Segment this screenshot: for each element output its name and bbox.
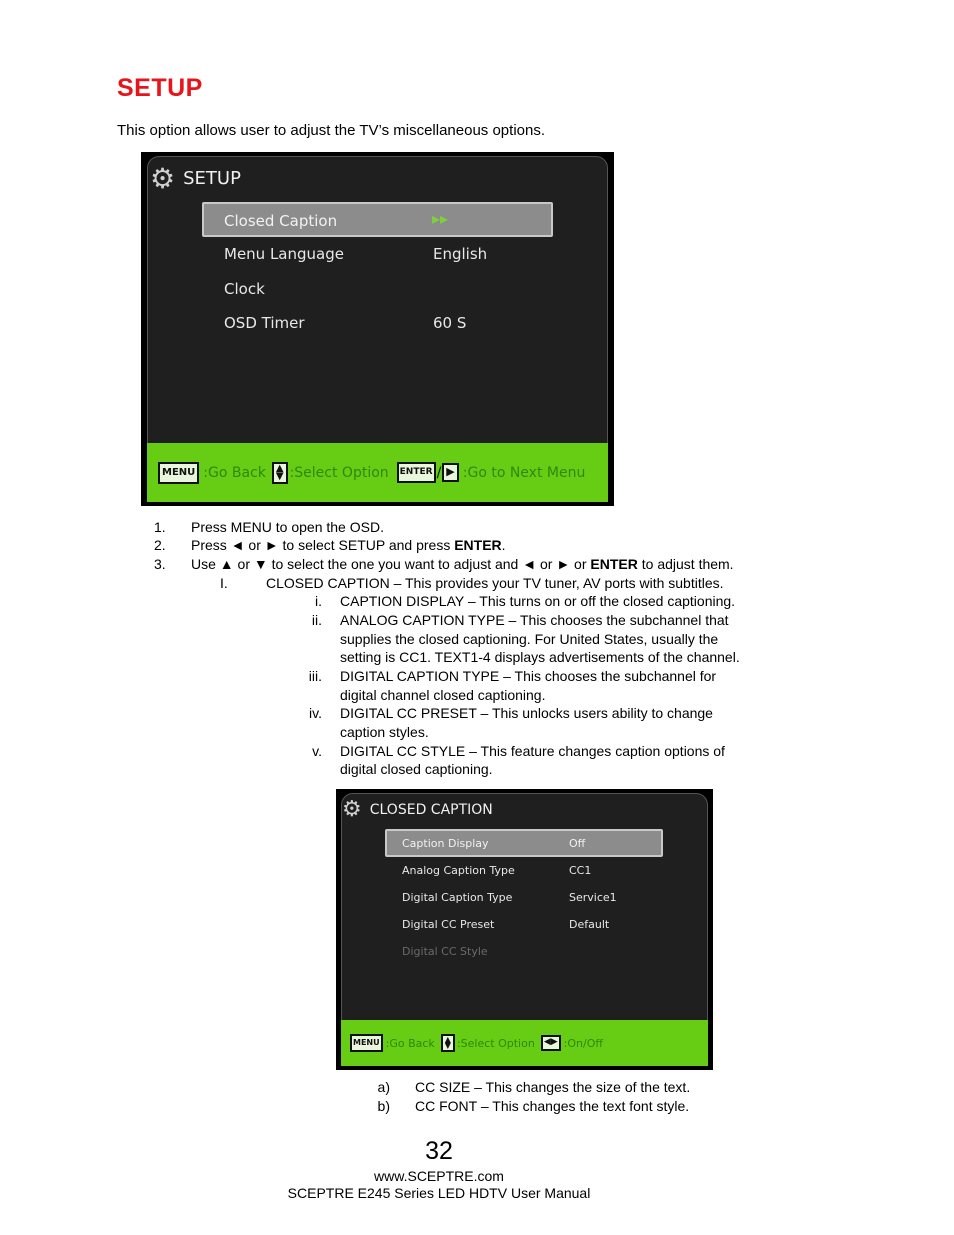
roman-iii-line-2: digital channel closed captioning. [340,687,546,703]
roman-iv-line-1: DIGITAL CC PRESET – This unlocks users ability to change [340,705,713,721]
setup-item-menu-language: Menu Language English [224,245,488,263]
cc-item-digital-caption-type: Digital Caption Type Service1 [402,891,617,904]
roman-i-number: i. [315,593,322,609]
step-3-text: Use ▲ or ▼ to select the one you want to adjust and ◄ or ► or ENTER to adjust them. [191,556,734,572]
cc-item-digital-cc-preset: Digital CC Preset Default [402,918,610,931]
cc-item-digital-cc-style: Digital CC Style [402,945,488,958]
step-1-number: 1. [154,519,166,535]
roman-v-line-1: DIGITAL CC STYLE – This feature changes caption options of [340,743,725,759]
roman-iv-number: iv. [309,705,322,721]
setup-item-clock: Clock [224,280,265,298]
roman-ii-line-3: setting is CC1. TEXT1-4 displays advertisements of the channel. [340,649,740,665]
menu-key-icon: MENU [158,462,199,484]
up-down-arrow-icon: ▲ ▼ [272,462,288,484]
cc-item-analog-caption-type: Analog Caption Type CC1 [402,864,592,877]
setup-osd-title: SETUP [183,168,241,189]
roman-v-line-2: digital closed captioning. [340,761,493,777]
manual-title: SCEPTRE E245 Series LED HDTV User Manual [287,1185,591,1201]
step-3-number: 3. [154,556,166,572]
setup-osd-header [150,162,241,195]
cc-osd-title: CLOSED CAPTION [369,801,493,818]
alpha-b-number: b) [377,1098,390,1114]
website-link: www.SCEPTRE.com [374,1168,504,1184]
right-arrow-icon: ▶ [442,463,458,482]
sub-item-text: CLOSED CAPTION – This provides your TV tuner, AV ports with subtitles. [266,575,724,591]
alpha-a-number: a) [377,1079,390,1095]
setup-osd-screenshot [141,152,614,506]
roman-iii-line-1: DIGITAL CAPTION TYPE – This chooses the subchannel for [340,668,717,684]
cc-item-caption-display: Caption Display Off [385,829,663,857]
roman-ii-number: ii. [311,612,322,628]
menu-key-icon: MENU [350,1034,383,1052]
roman-v-number: v. [312,743,322,759]
roman-ii-line-2: supplies the closed captioning. For United States, usually the [340,631,719,647]
setup-item-closed-caption: Closed Caption ▸▸ [202,202,553,237]
alpha-a-text: CC SIZE – This changes the size of the text. [415,1079,691,1095]
enter-key-icon: ENTER [397,462,436,483]
closed-caption-osd-screenshot [336,789,713,1070]
alpha-b-text: CC FONT – This changes the text font style. [415,1098,690,1114]
setup-osd-footer: MENU :Go Back ▲ ▼ :Select Option ENTER / ▶ :Go to Next Menu [147,443,608,502]
roman-i-line-1: CAPTION DISPLAY – This turns on or off the closed captioning. [340,593,736,609]
up-down-arrow-icon: ▲ ▼ [441,1034,455,1053]
cc-osd-footer: MENU :Go Back ▲ ▼ :Select Option ◀ ▶ :On/Off [341,1020,708,1066]
step-2-number: 2. [154,537,166,553]
step-2-text: Press ◄ or ► to select SETUP and press ENTER. [191,537,506,553]
slash-divider: / [436,464,442,481]
double-arrow-icon: ▸▸ [432,209,449,228]
roman-iv-line-2: caption styles. [340,724,429,740]
roman-ii-line-1: ANALOG CAPTION TYPE – This chooses the subchannel that [340,612,729,628]
section-heading: SETUP [117,74,203,102]
step-1-text: Press MENU to open the OSD. [191,519,384,535]
intro-text: This option allows user to adjust the TV’s miscellaneous options. [117,122,546,139]
page-number: 32 [425,1137,453,1165]
left-right-arrow-icon: ◀ ▶ [541,1035,561,1050]
setup-item-osd-timer: OSD Timer 60 S [224,314,467,332]
roman-iii-number: iii. [308,668,322,684]
cc-osd-header [342,797,493,822]
gear-icon: ⚙ [150,162,176,195]
sub-item-number: I. [220,575,228,591]
gear-icon: ⚙ [342,797,362,822]
